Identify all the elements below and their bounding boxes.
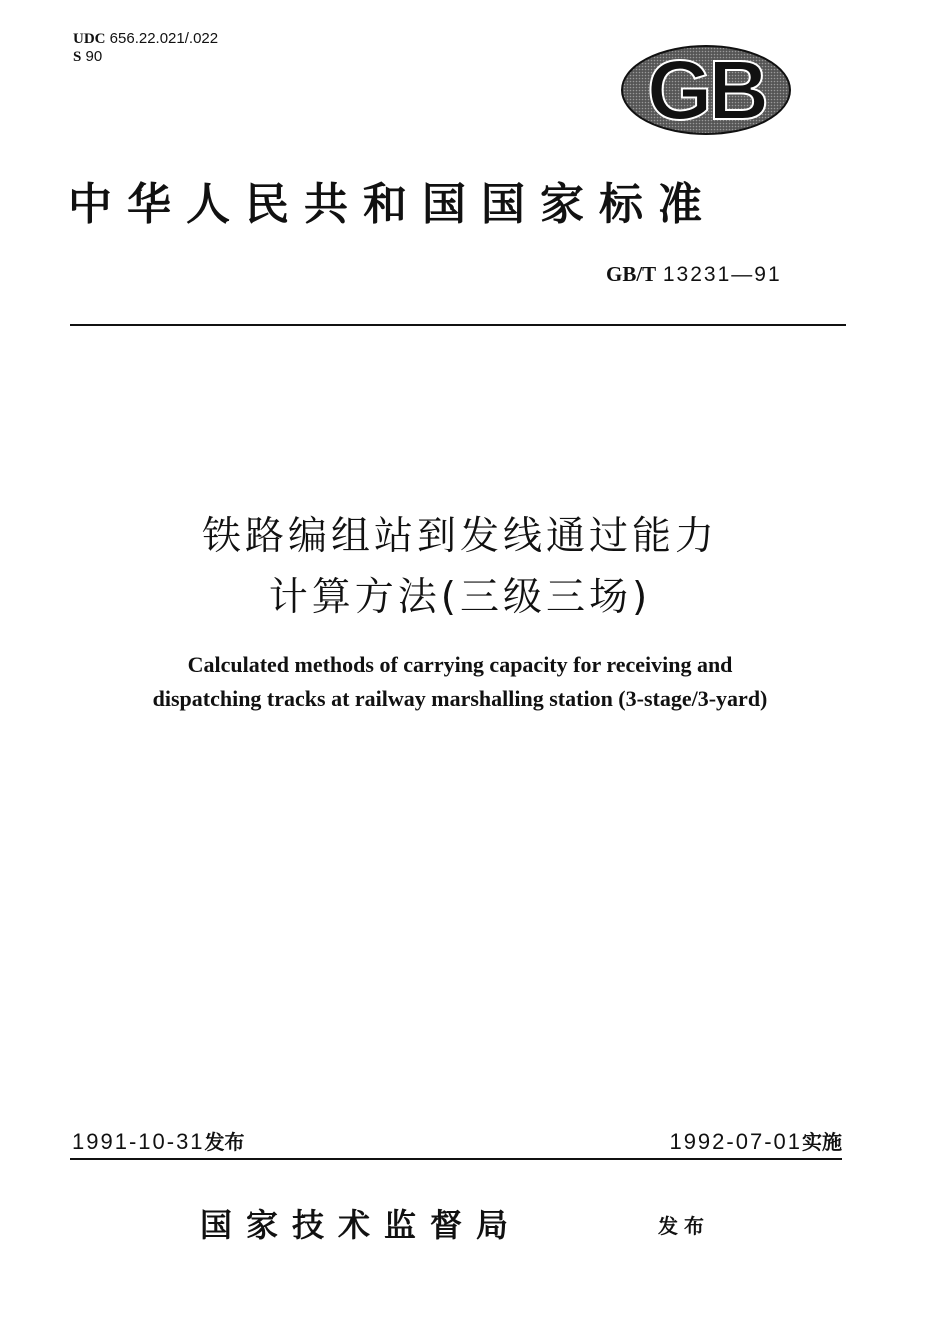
english-title-line-2: dispatching tracks at railway marshalling station (3-stage/3-yard) [152, 686, 768, 711]
standard-number [606, 262, 782, 287]
english-title-line-1: Calculated methods of carrying capacity for receiving and [187, 652, 733, 677]
class-value: 90 [85, 48, 103, 65]
effective-date-word: 实施 [802, 1130, 842, 1154]
standard-code: 13231—91 [662, 263, 782, 286]
issuing-authority: 国家技术监督局 [200, 1206, 523, 1244]
class-line [73, 48, 218, 66]
national-standard-title: 中华人民共和国国家标准 [68, 179, 717, 230]
svg-text:GB: GB [647, 44, 765, 136]
class-label: S [73, 49, 82, 65]
top-divider [70, 324, 846, 326]
udc-label: UDC [73, 31, 106, 47]
chinese-title-line-1: 铁路编组站到发线通过能力 [201, 514, 718, 559]
standard-prefix: GB/T [606, 262, 657, 286]
classification-codes [73, 30, 218, 66]
issue-date-value: 1991-10-31 [72, 1129, 205, 1154]
chinese-title-line-2: 计算方法(三级三场) [268, 575, 652, 620]
issue-date [72, 1126, 245, 1155]
issue-date-word: 发布 [204, 1130, 245, 1154]
issuing-action: 发布 [658, 1214, 710, 1238]
effective-date [669, 1126, 842, 1155]
udc-line [73, 30, 218, 48]
bottom-divider [70, 1158, 842, 1160]
gb-logo [620, 44, 792, 136]
udc-value: 656.22.021/.022 [109, 30, 219, 47]
effective-date-value: 1992-07-01 [669, 1129, 802, 1154]
